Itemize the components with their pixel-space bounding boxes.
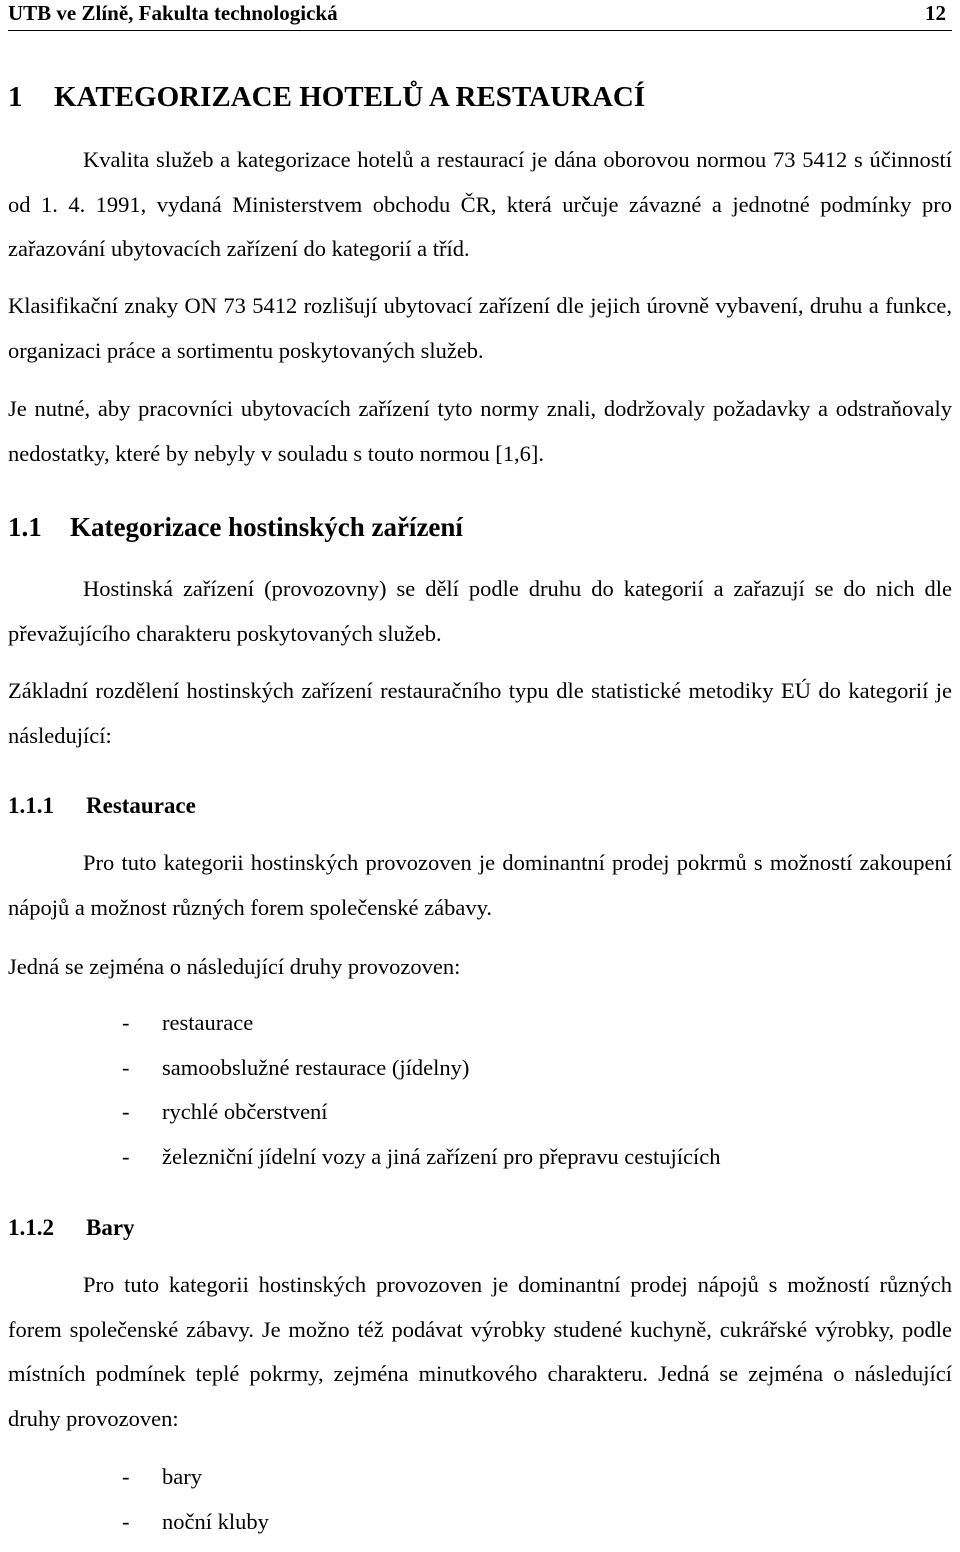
subsection-title-bary: Bary [86, 1215, 135, 1240]
list-item: - bary [122, 1463, 269, 1508]
subsection-title-restaurace: Restaurace [86, 793, 196, 818]
header-institution: UTB ve Zlíně, Fakultа technologická [8, 0, 338, 26]
list-item: - samoobslužné restaurace (jídelny) [122, 1054, 721, 1099]
section-number: 1.1 [8, 511, 70, 543]
section-heading [8, 511, 952, 543]
list-item: - noční kluby [122, 1508, 269, 1552]
section-paragraph-2: Základní rozdělení hostinských zařízení restauračního typu dle statistické metodiky EÚ do kategorií je následující: [8, 669, 952, 758]
restaurace-paragraph: Pro tuto kategorii hostinských provozoven je dominantní prodej pokrmů s možností zakoupení nápojů a možnost různých forem společenské zábavy. [8, 841, 952, 930]
restaurace-list [122, 1009, 721, 1187]
restaurace-list-intro: Jedná se zejména o následující druhy provozoven: [8, 953, 952, 981]
running-header [8, 0, 952, 31]
section-title: Kategorizace hostinských zařízení [70, 512, 463, 542]
section-paragraph-1: Hostinská zařízení (provozovny) se dělí podle druhu do kategorií a zařazují se do nich dle převažujícího charakteru poskytovaných služeb. [8, 567, 952, 656]
bary-list [122, 1463, 269, 1552]
list-item: - rychlé občerstvení [122, 1098, 721, 1143]
subsection-heading-restaurace [8, 792, 952, 820]
bary-paragraph: Pro tuto kategorii hostinských provozoven je dominantní prodej nápojů s možností různých forem společenské zábavy. Je možno též podávat výrobky studené kuchyně, cukrářské výrobky, podle místních podmínek teplé pokrmy, zejména minutkového charakteru. Jedná se zejména o následující druhy provozoven: [8, 1263, 952, 1441]
intro-paragraph-1: Kvalita služeb a kategorizace hotelů a restaurací je dána oborovou normou 73 5412 s účinností od 1. 4. 1991, vydaná Ministerstvem obchodu ČR, která určuje závazné a jednotné podmínky pro zařazování ubytovacích zařízení do kategorií a tříd. [8, 138, 952, 272]
subsection-number-restaurace: 1.1.1 [8, 792, 86, 820]
subsection-number-bary: 1.1.2 [8, 1214, 86, 1242]
chapter-title: KATEGORIZACE HOTELŮ A RESTAURACÍ [54, 81, 645, 113]
chapter-number: 1 [8, 80, 54, 114]
subsection-heading-bary [8, 1214, 952, 1242]
intro-paragraph-2: Klasifikační znaky ON 73 5412 rozlišují ubytovací zařízení dle jejich úrovně vybavení, druhu a funkce, organizaci práce a sortimentu poskytovaných služeb. [8, 284, 952, 373]
chapter-heading [8, 80, 952, 114]
list-item: - železniční jídelní vozy a jiná zařízení pro přepravu cestujících [122, 1143, 721, 1188]
header-page-number: 12 [925, 0, 946, 26]
list-item: - restaurace [122, 1009, 721, 1054]
intro-paragraph-3: Je nutné, aby pracovníci ubytovacích zařízení tyto normy znali, dodržovaly požadavky a odstraňovaly nedostatky, které by nebyly v souladu s touto normou [1,6]. [8, 387, 952, 476]
